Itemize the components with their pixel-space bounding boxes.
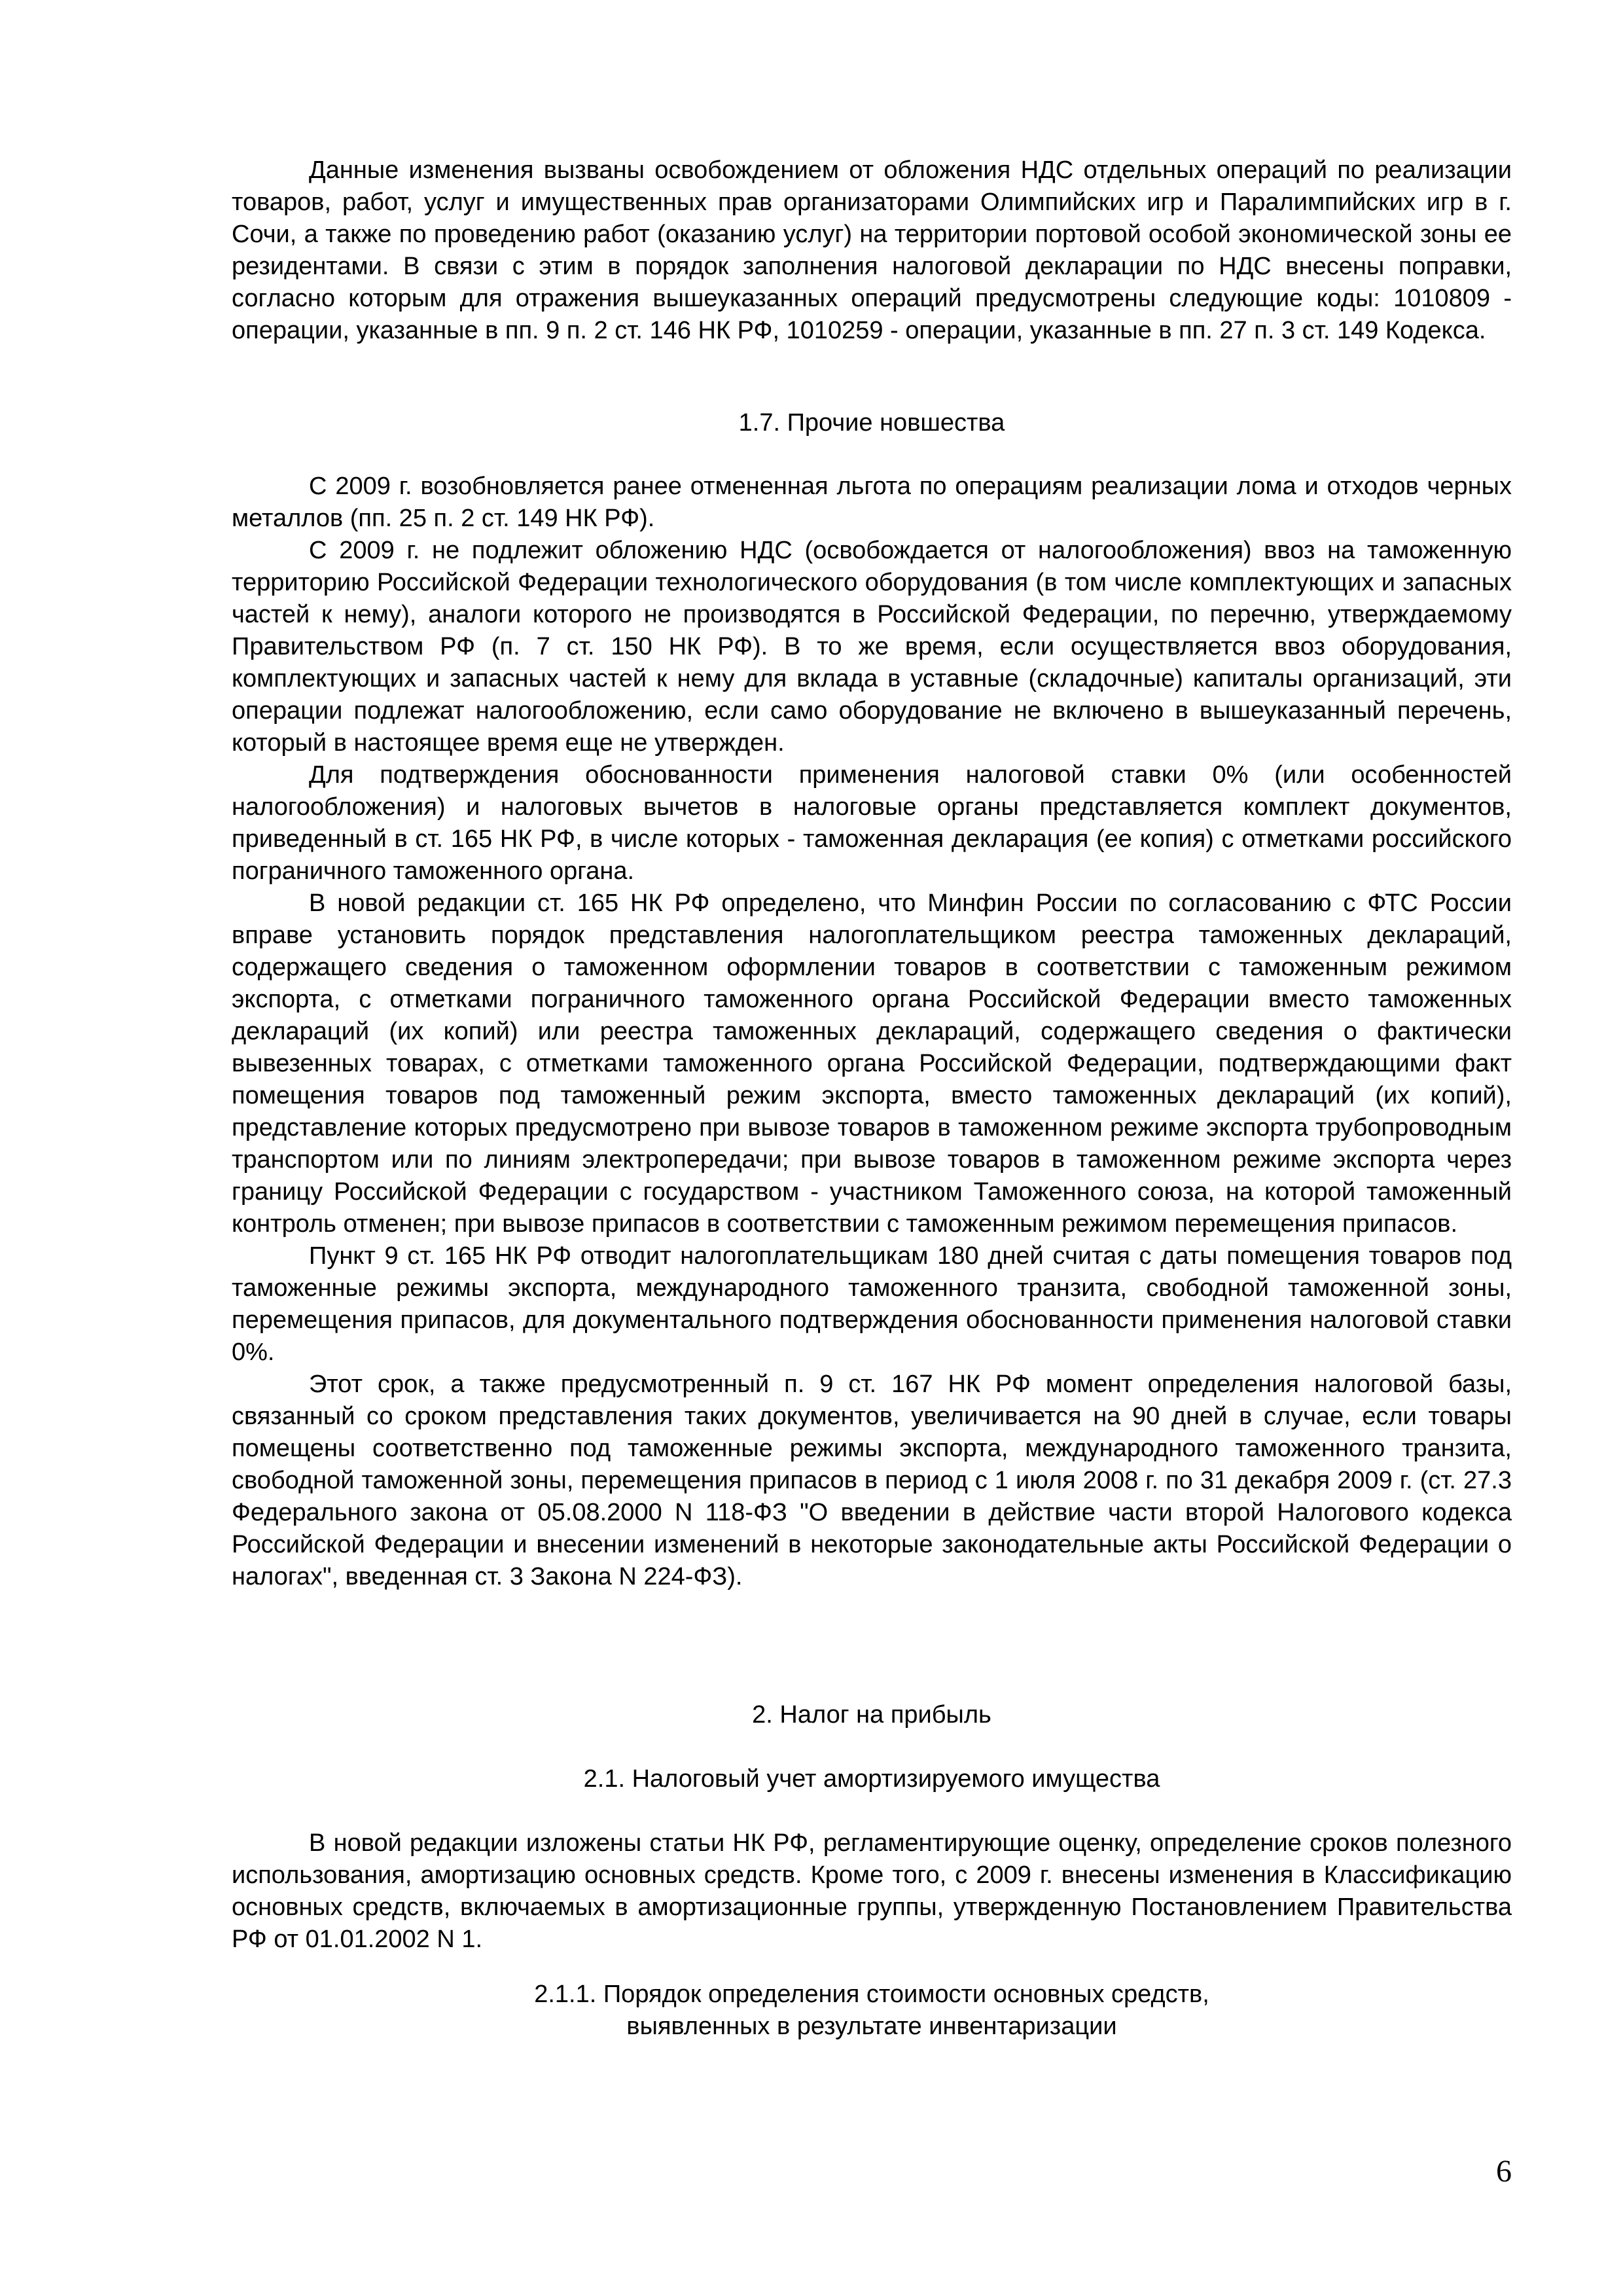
section-2-1-1-heading-wrap [232, 1979, 1512, 2043]
paragraph: Этот срок, а также предусмотренный п. 9 ст. 167 НК РФ момент определения налоговой базы, связанный со сроком представления таких документов, увеличивается на 90 дней в случае, если товары помещены соответственно под таможенные режимы экспорта, международного таможенного транзита, свободной таможенной зоны, перемещения припасов в период с 1 июля 2008 г. по 31 декабря 2009 г. (ст. 27.3 Федерального закона от 05.08.2000 N 118-ФЗ "О введении в действие части второй Налогового кодекса Российской Федерации и внесении изменений в некоторые законодательные акты Российской Федерации о налогах", введенная ст. 3 Закона N 224-ФЗ). [232, 1371, 1512, 1590]
section-1-7-body [232, 471, 1512, 1593]
paragraph: С 2009 г. возобновляется ранее отмененная льгота по операциям реализации лома и отходов черных металлов (пп. 25 п. 2 ст. 149 НК РФ). [232, 473, 1512, 532]
paragraph: В новой редакции изложены статьи НК РФ, регламентирующие оценку, определение сроков полезного использования, амортизацию основных средств. Кроме того, с 2009 г. внесены изменения в Классификацию основных средств, включаемых в амортизационные группы, утвержденную Постановлением Правительства РФ от 01.01.2002 N 1. [232, 1829, 1512, 1953]
section-2-1-heading-wrap [232, 1763, 1512, 1795]
section-1-7-heading-wrap [232, 407, 1512, 439]
chapter-heading: 2. Налог на прибыль [752, 1701, 991, 1729]
paragraph: Для подтверждения обоснованности применения налоговой ставки 0% (или особенностей налогообложения) и налоговых вычетов в налоговые органы представляется комплект документов, приведенный в ст. 165 НК РФ, в числе которых - таможенная декларация (ее копия) с отметками российского пограничного таможенного органа. [232, 761, 1512, 885]
section-heading: 2.1. Налоговый учет амортизируемого имущества [583, 1765, 1160, 1793]
paragraph: С 2009 г. не подлежит обложению НДС (освобождается от налогообложения) ввоз на таможенную территорию Российской Федерации технологического оборудования (в том числе комплектующих и запасных частей к нему), аналоги которого не производятся в Российской Федерации, по перечню, утверждаемому Правительством РФ (п. 7 ст. 150 НК РФ). В то же время, если осуществляется ввоз оборудования, комплектующих и запасных частей к нему для вклада в уставные (складочные) капиталы организаций, эти операции подлежат налогообложению, если само оборудование не включено в вышеуказанный перечень, который в настоящее время еще не утвержден. [232, 537, 1512, 757]
section-heading: 1.7. Прочие новшества [738, 409, 1005, 437]
section-2-1-body [232, 1827, 1512, 1956]
section-1-6-tail [232, 154, 1512, 347]
subsection-heading-line-1: 2.1.1. Порядок определения стоимости основных средств, [534, 1981, 1209, 2008]
subsection-heading-line-2: выявленных в результате инвентаризации [626, 2013, 1117, 2040]
paragraph: В новой редакции ст. 165 НК РФ определено, что Минфин России по согласованию с ФТС России вправе установить порядок представления налогоплательщиком реестра таможенных деклараций, содержащего сведения о таможенном оформлении товаров в соответствии с таможенным режимом экспорта, с отметками пограничного таможенного органа Российской Федерации вместо таможенных деклараций (их копий) или реестра таможенных деклараций, содержащего сведения о фактически вывезенных товарах, с отметками таможенного органа Российской Федерации, подтверждающими факт помещения товаров под таможенный режим экспорта, вместо таможенных деклараций (их копий), представление которых предусмотрено при вывозе товаров в таможенном режиме экспорта трубопроводным транспортом или по линиям электропередачи; при вывозе товаров в таможенном режиме экспорта через границу Российской Федерации с государством - участником Таможенного союза, на которой таможенный контроль отменен; при вывозе припасов в соответствии с таможенным режимом перемещения припасов. [232, 889, 1512, 1238]
page-number: 6 [1496, 2154, 1512, 2189]
paragraph: Данные изменения вызваны освобождением от обложения НДС отдельных операций по реализации товаров, работ, услуг и имущественных прав организаторами Олимпийских игр и Паралимпийских игр в г. Сочи, а также по проведению работ (оказанию услуг) на территории портовой особой экономической зоны ее резидентами. В связи с этим в порядок заполнения налоговой декларации по НДС внесены поправки, согласно которым для отражения вышеуказанных операций предусмотрены следующие коды: 1010809 - операции, указанные в пп. 9 п. 2 ст. 146 НК РФ, 1010259 - операции, указанные в пп. 27 п. 3 ст. 149 Кодекса. [232, 156, 1512, 344]
section-2-heading-wrap [232, 1699, 1512, 1731]
paragraph: Пункт 9 ст. 165 НК РФ отводит налогоплательщикам 180 дней считая с даты помещения товаров под таможенные режимы экспорта, международного таможенного транзита, свободной таможенной зоны, перемещения припасов, для документального подтверждения обоснованности применения налоговой ставки 0%. [232, 1242, 1512, 1366]
